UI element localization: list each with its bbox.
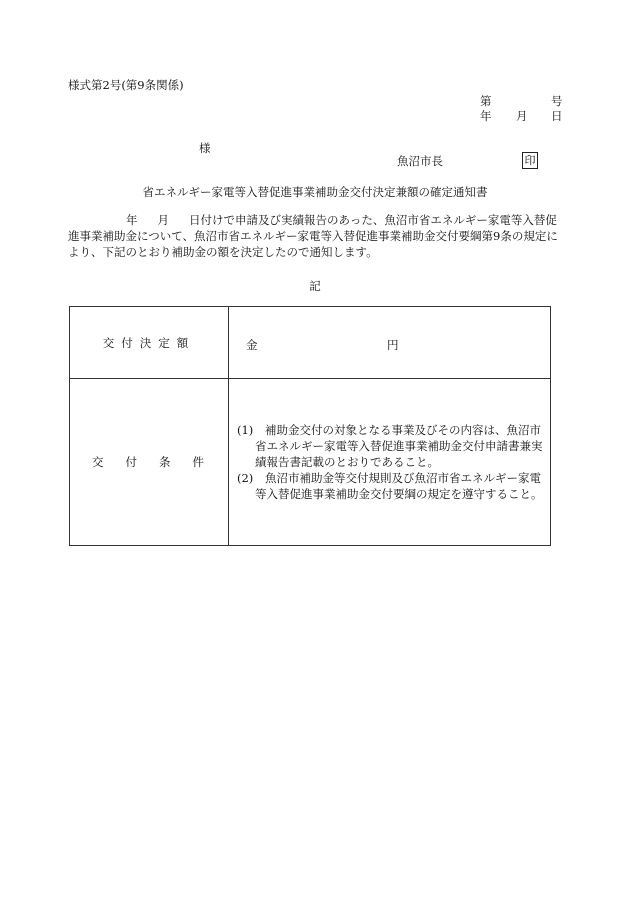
number-prefix: 第: [480, 94, 492, 108]
form-label: 様式第2号(第9条関係): [68, 78, 184, 92]
conditions-label: 交付条件: [92, 455, 226, 469]
addressee-suffix: 様: [199, 141, 211, 155]
amount-value-cell: [229, 307, 551, 379]
issuer-name: 魚沼市長: [397, 154, 443, 168]
conditions-label-cell: [70, 379, 229, 546]
condition-index: (1): [237, 423, 254, 437]
condition-item: [237, 470, 544, 502]
body-year: 年: [126, 213, 138, 227]
amount-row: [70, 307, 551, 379]
document-title: 省エネルギー家電等入替促進事業補助金交付決定兼額の確定通知書: [142, 185, 488, 199]
amount-unit: 円: [387, 338, 399, 352]
date-month: 月: [516, 109, 528, 123]
body-month: 月: [157, 213, 169, 227]
ki-heading: 記: [309, 279, 321, 293]
date-year: 年: [480, 109, 492, 123]
decision-table: [69, 306, 551, 546]
condition-index: (2): [237, 471, 254, 485]
condition-text: 補助金交付の対象となる事業及びその内容は、魚沼市省エネルギー家電等入替促進事業補助金交付申請書兼実績報告書記載のとおりであること。: [255, 423, 543, 469]
condition-item: [237, 422, 544, 470]
notice-body: [68, 212, 564, 260]
body-text: 日付けで申請及び実績報告のあった、魚沼市省エネルギー家電等入替促進事業補助金について、魚沼市省エネルギー家電等入替促進事業補助金交付要綱第9条の規定により、下記のとおり補助金の額を決定したので通知します。: [68, 213, 558, 259]
conditions-list: [229, 422, 550, 502]
conditions-row: [70, 379, 551, 546]
seal-stamp: 印: [522, 152, 538, 169]
amount-prefix: 金: [246, 338, 258, 352]
number-suffix: 号: [551, 94, 563, 108]
conditions-cell: [229, 379, 551, 546]
condition-text: 魚沼市補助金等交付規則及び魚沼市省エネルギー家電等入替促進事業補助金交付要綱の規定を遵守すること。: [255, 471, 543, 501]
amount-label-cell: [70, 307, 229, 379]
date-day: 日: [551, 109, 563, 123]
amount-label: 交付決定額: [102, 335, 196, 350]
